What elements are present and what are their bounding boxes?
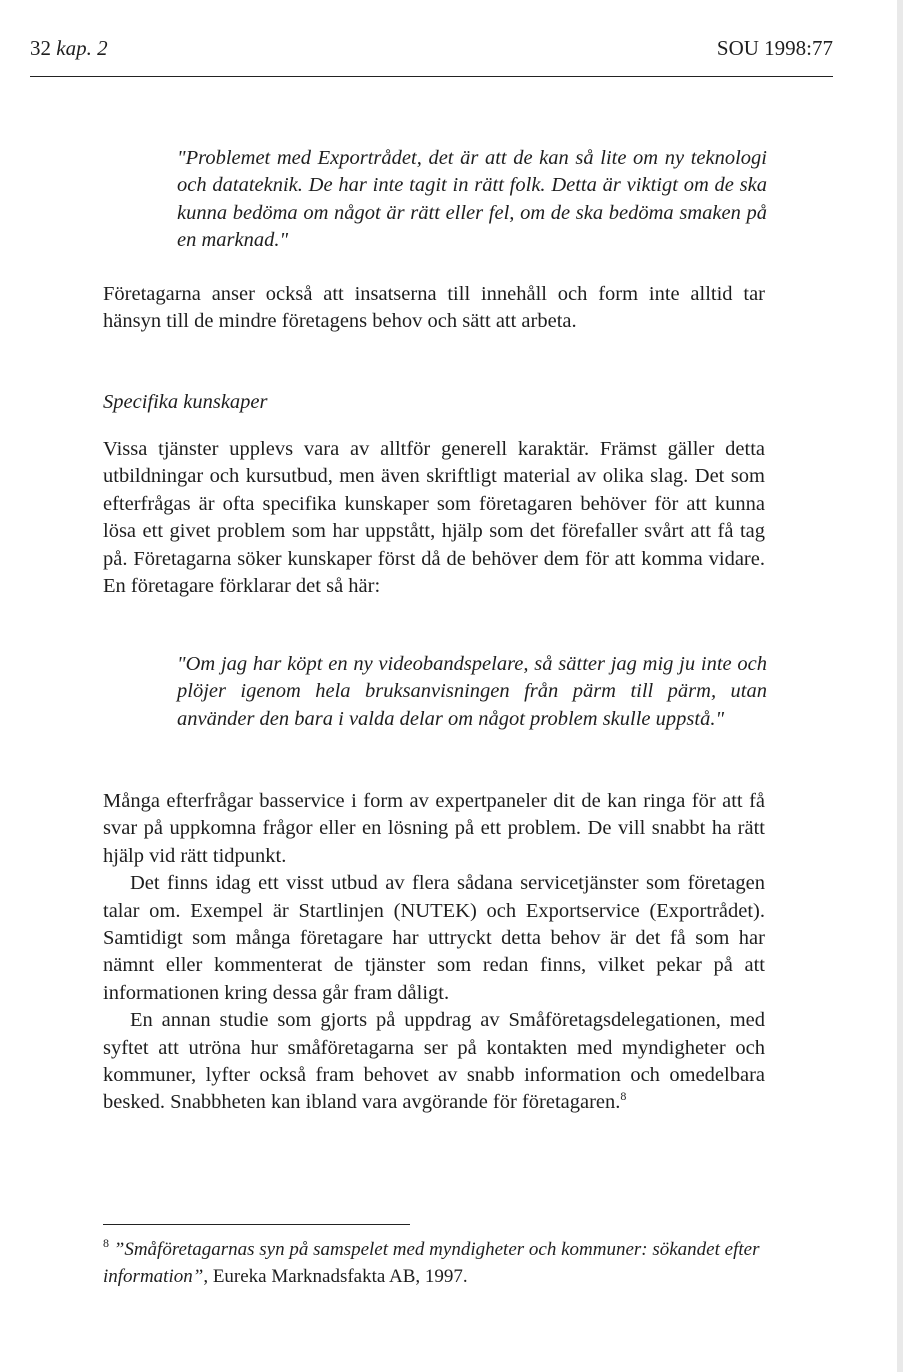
text-block-main [103, 788, 765, 1119]
paragraph-annan-studie: En annan studie som gjorts på uppdrag av Småföretagsdelegationen, med syftet att utröna hur småföretagarna ser på kontakten med myndigheter och kommuner, lyfter också fram behovet av snabb information och omedelbara besked. Snabbheten kan ibland vara avgörande för företagaren.$^8$ [103, 1009, 765, 1114]
quote-videobandspelare: "Om jag har köpt en ny videobandspelare, så sätter jag mig ju inte och plöjer igenom hela bruksanvisningen från pärm till pärm, utan använder den bara i valda delar om något problem skulle uppstå." [177, 653, 767, 730]
footnote-title: ”Småföretagarnas syn på samspelet med myndigheter och kommuner: sökandet efter information” [103, 1239, 760, 1287]
paragraph-servicetjanster: Det finns idag ett visst utbud av flera sådana servicetjänster som företagen talar om. Exempel är Startlinjen (NUTEK) och Exportservice (Exportrådet). Samtidigt som många företagare har uttryckt detta behov är det få som har nämnt eller kommenterat de tjänster som redan finns, vilket pekar på att informationen kring dessa går fram dåligt. [103, 872, 765, 1004]
page-number: 32 [30, 36, 51, 60]
footnote [103, 1237, 793, 1290]
header-left [30, 36, 108, 61]
paragraph-basservice: Många efterfrågar basservice i form av expertpaneler dit de kan ringa för att få svar på uppkomna frågor eller en lösning på ett problem. De vill snabbt ha rätt hjälp vid rätt tidpunkt. [103, 790, 765, 867]
running-header [30, 36, 833, 62]
footnote-publisher: , Eureka Marknadsfakta AB, 1997. [203, 1266, 468, 1287]
footnote-reference[interactable]: 8 [620, 1089, 627, 1104]
footnote-number: 8 [103, 1236, 109, 1250]
paragraph-foretagarna: Företagarna anser också att insatserna till innehåll och form inte alltid tar hänsyn till de mindre företagens behov och sätt att arbeta. [103, 283, 765, 333]
page-edge-shadow [897, 0, 903, 1372]
series-label: SOU 1998:77 [716, 36, 833, 60]
header-rule [30, 76, 833, 77]
quote-exportradet: "Problemet med Exportrådet, det är att de kan så lite om ny teknologi och datateknik. De har inte tagit in rätt folk. Detta är viktigt om de ska kunna bedöma om något är rätt eller fel, om de ska bedöma smaken på en marknad." [177, 147, 767, 252]
footnote-rule [103, 1224, 410, 1225]
section-heading: Specifika kunskaper [103, 391, 268, 413]
paragraph-vissa-tjanster: Vissa tjänster upplevs vara av alltför generell karaktär. Främst gäller detta utbildningar och kursutbud, men även skriftligt material av olika slag. Det som efterfrågas är ofta specifika kunskaper som företagaren behöver för att kunna lösa ett givet problem som har uppstått, hjälp som det förefaller svårt att få tag på. Företagarna söker kunskaper först då de behöver dem för att komma vidare. En företagare förklarar det så här: [103, 438, 765, 598]
chapter-label: kap. 2 [56, 36, 108, 60]
